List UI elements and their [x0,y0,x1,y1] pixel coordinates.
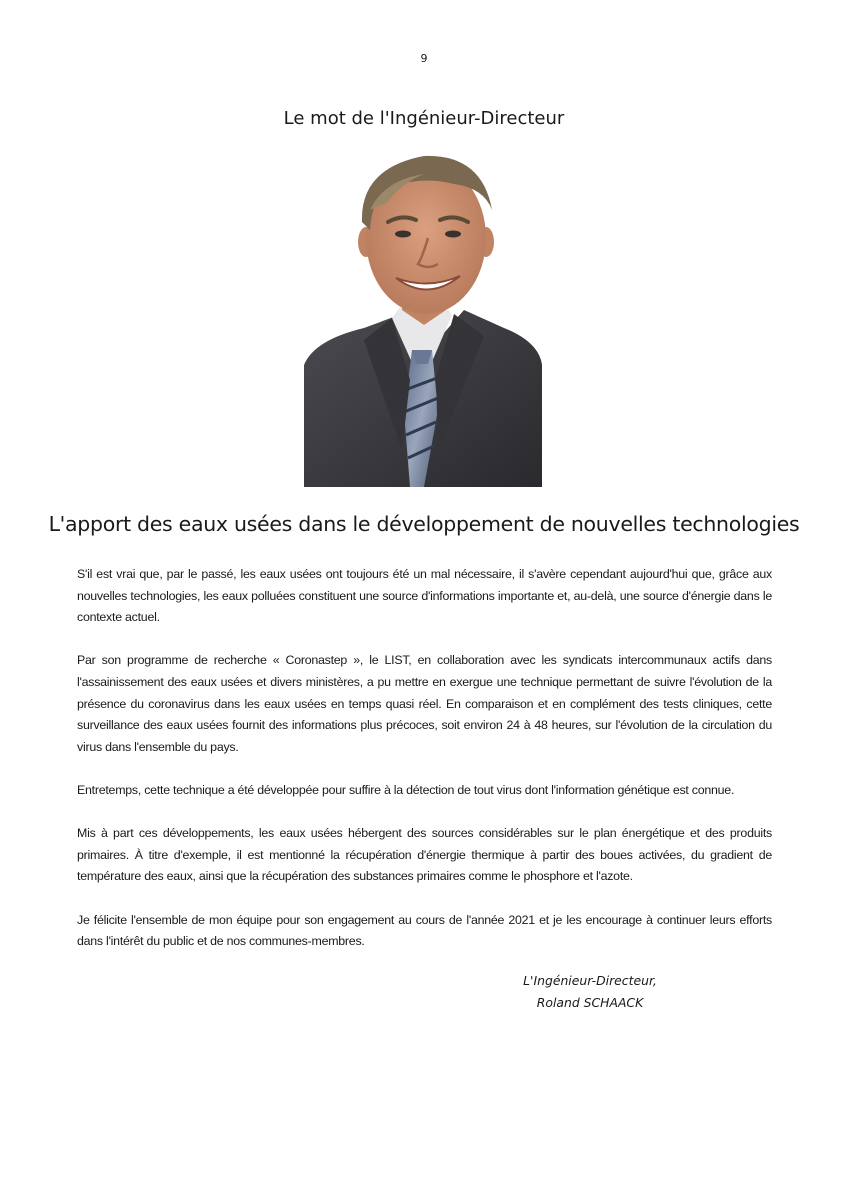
paragraph: Mis à part ces développements, les eaux usées hébergent des sources considérables sur le plan énergétique et des produits primaires. À titre d'exemple, il est mentionné la récupération d'énergie thermique à partir des boues activées, du gradient de température des eaux, ainsi que la récupération des substances primaires comme le phosphore et l'azote. [77,826,772,884]
paragraph: Je félicite l'ensemble de mon équipe pour son engagement au cours de l'année 2021 et je les encourage à continuer leurs efforts dans l'intérêt du public et de nos communes-membres. [77,912,772,949]
section-title: Le mot de l'Ingénieur-Directeur [283,108,565,129]
article-headline: L'apport des eaux usées dans le développement de nouvelles technologies [48,512,800,536]
article-body [77,564,772,974]
paragraph: S'il est vrai que, par le passé, les eaux usées ont toujours été un mal nécessaire, il s'avère cependant aujourd'hui que, grâce aux nouvelles technologies, les eaux polluées constituent une source d'informations importante et, au-delà, une source d'énergie dans le contexte actuel. [77,567,772,625]
paragraph: Par son programme de recherche « Coronastep », le LIST, en collaboration avec les syndicats intercommunaux actifs dans l'assainissement des eaux usées et divers ministères, a pu mettre en exergue une technique permettant de suivre l'évolution de la présence du coronavirus dans les eaux usées en temps quasi réel. En comparaison et en complément des tests cliniques, cette surveillance des eaux usées fournit des informations plus précoces, soit environ 24 à 48 heures, sur l'évolution de la circulation du virus dans l'ensemble du pays. [77,653,772,754]
signature-block [480,970,700,1014]
signature-name: Roland SCHAACK [536,995,644,1010]
paragraph: Entretemps, cette technique a été développée pour suffire à la détection de tout virus dont l'information génétique est connue. [77,782,735,797]
director-portrait-photo [304,150,542,487]
page-number: 9 [420,52,428,65]
signature-role: L'Ingénieur-Directeur, [523,973,657,988]
